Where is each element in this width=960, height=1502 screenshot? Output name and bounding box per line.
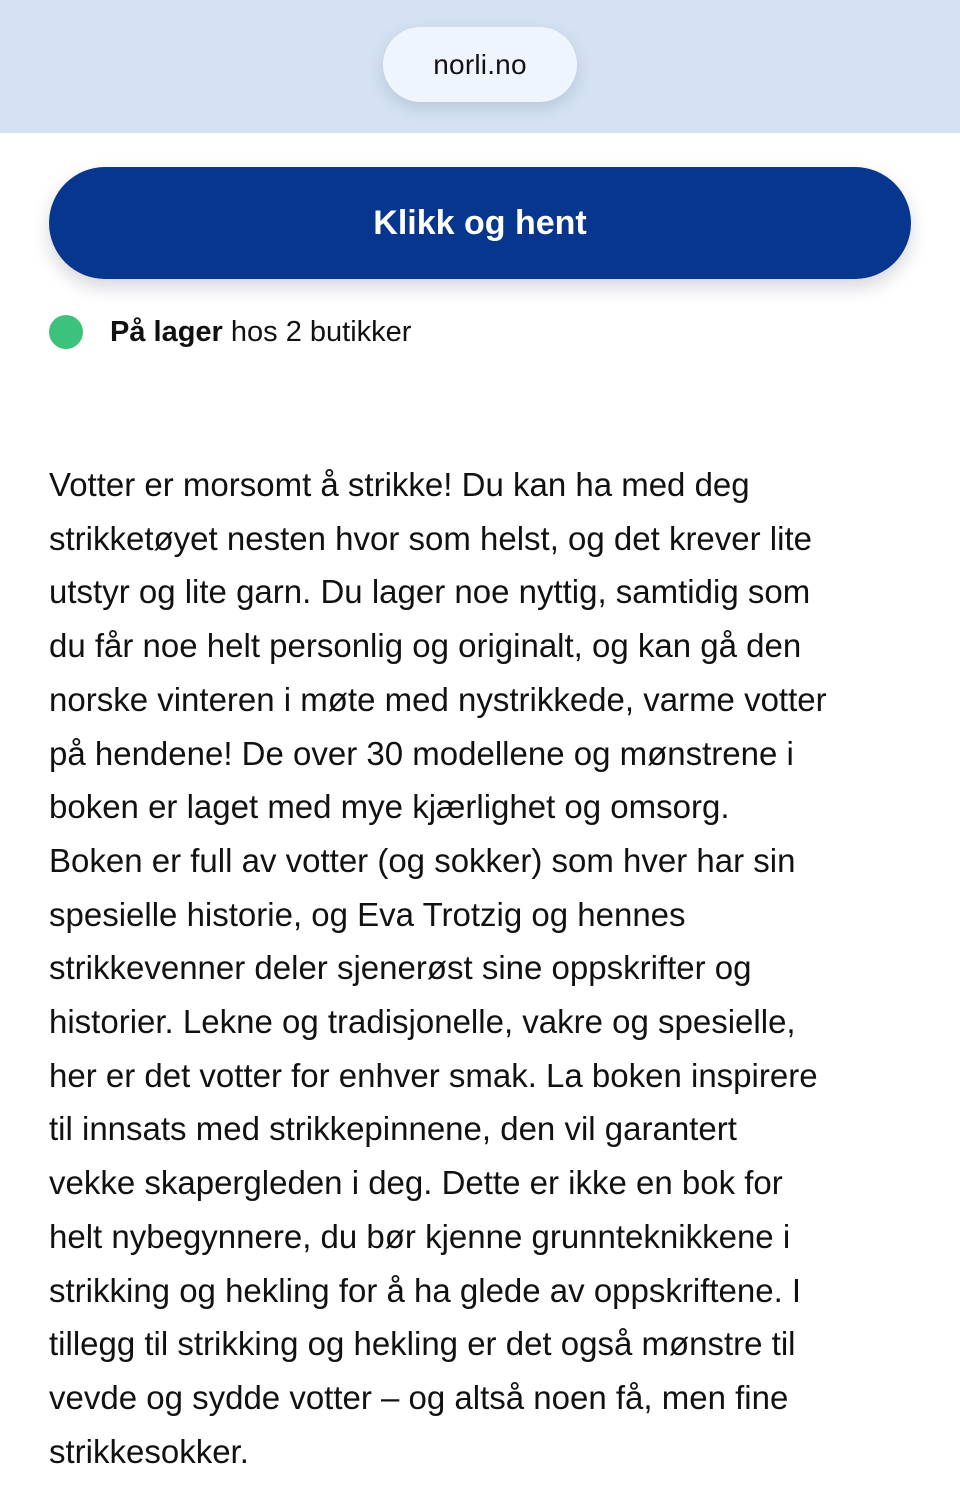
in-stock-indicator-icon — [49, 315, 83, 349]
description-line: boken er laget med mye kjærlighet og omsorg. — [49, 788, 730, 826]
product-description — [49, 458, 919, 1478]
description-line: på hendene! De over 30 modellene og mønstrene i — [49, 734, 794, 772]
description-line: tillegg til strikking og hekling er det også mønstre til — [49, 1325, 796, 1363]
description-line: helt nybegynnere, du bør kjenne grunnteknikkene i — [49, 1217, 791, 1255]
description-line: du får noe helt personlig og originalt, og kan gå den — [49, 627, 802, 665]
click-and-collect-button[interactable]: Klikk og hent — [49, 167, 911, 279]
description-line: Boken er full av votter (og sokker) som hver har sin — [49, 841, 796, 879]
stock-status-label: På lager — [110, 315, 223, 348]
description-line: her er det votter for enhver smak. La boken inspirere — [49, 1056, 818, 1094]
stock-text — [110, 316, 411, 349]
description-line: vekke skapergleden i deg. Dette er ikke en bok for — [49, 1164, 783, 1202]
description-line: historier. Lekne og tradisjonelle, vakre og spesielle, — [49, 1003, 796, 1041]
description-line: strikking og hekling for å ha glede av oppskriftene. I — [49, 1271, 802, 1309]
description-line: vevde og sydde votter – og altså noen få, men fine — [49, 1378, 789, 1416]
description-line: strikkevenner deler sjenerøst sine oppskrifter og — [49, 949, 752, 987]
stock-status — [49, 308, 411, 356]
stock-location-text: hos 2 butikker — [230, 315, 412, 348]
description-line: norske vinteren i møte med nystrikkede, varme votter — [49, 680, 827, 718]
description-line: utstyr og lite garn. Du lager noe nyttig, samtidig som — [49, 573, 811, 611]
description-line: strikkesokker. — [49, 1432, 249, 1470]
description-line: spesielle historie, og Eva Trotzig og hennes — [49, 895, 686, 933]
browser-top-bar — [0, 0, 960, 133]
description-line: til innsats med strikkepinnene, den vil garantert — [49, 1110, 737, 1148]
address-bar[interactable]: norli.no — [383, 27, 577, 102]
description-line: strikketøyet nesten hvor som helst, og det krever lite — [49, 519, 812, 557]
description-line: Votter er morsomt å strikke! Du kan ha med deg — [49, 466, 750, 503]
